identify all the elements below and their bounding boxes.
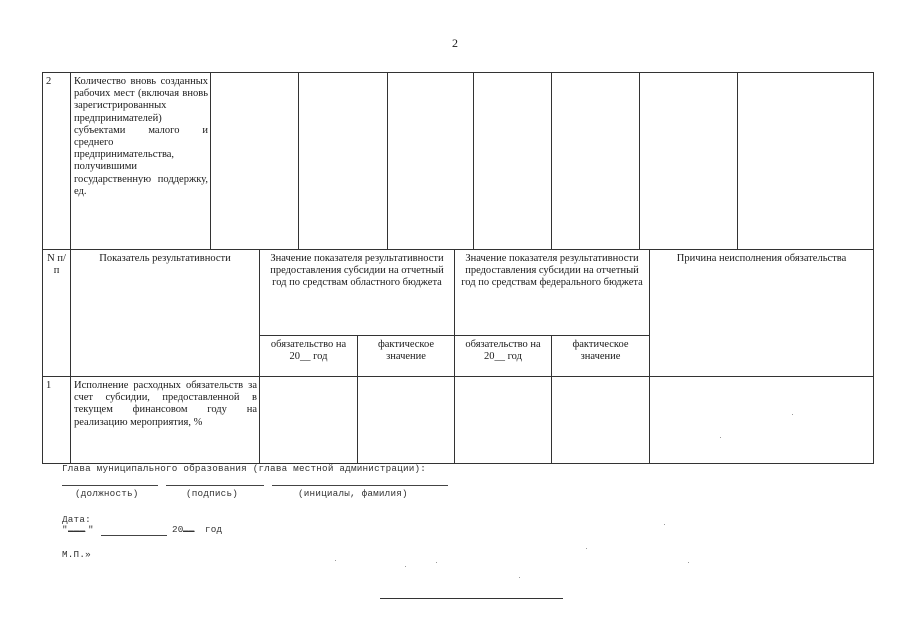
- scan-speck: [436, 562, 437, 563]
- empty-cell: [299, 73, 388, 250]
- name-caption: (инициалы, фамилия): [298, 488, 408, 499]
- date-label: Дата:: [62, 514, 91, 525]
- header-federal-budget: Значение показателя результативности предоставления субсидии на отчетный год по средствам федерального бюджета: [455, 250, 650, 336]
- date-day-blank: ___: [68, 522, 86, 533]
- date-quote-open: ": [62, 524, 68, 535]
- empty-cell: [211, 73, 299, 250]
- indicator-cell: Количество вновь созданных рабочих мест (включая вновь зарегистрированных предпринимателей) субъектами малого и среднего предпринимательства, получившими государственную поддержку, ед.: [71, 73, 211, 250]
- date-month-line: [101, 535, 167, 536]
- scan-speck: [720, 437, 721, 438]
- scan-speck: [664, 524, 665, 525]
- empty-cell: [260, 377, 358, 464]
- empty-cell: [388, 73, 474, 250]
- empty-cell: [358, 377, 455, 464]
- header-obligation-regional: обязательство на 20__ год: [260, 336, 358, 377]
- position-line: [62, 485, 158, 486]
- table-row: [43, 377, 874, 464]
- header-actual-federal: фактическое значение: [552, 336, 650, 377]
- empty-cell: [455, 377, 552, 464]
- date-year-suffix: год: [205, 524, 223, 535]
- row-number: 1: [43, 377, 71, 464]
- row-number: 2: [43, 73, 71, 250]
- date-year-prefix: 20: [172, 524, 184, 535]
- performance-table: [42, 249, 874, 464]
- table-row: [43, 73, 874, 250]
- date-quote-close: ": [88, 524, 94, 535]
- empty-cell: [650, 377, 874, 464]
- empty-cell: [474, 73, 552, 250]
- header-actual-regional: фактическое значение: [358, 336, 455, 377]
- indicator-table-continued: [42, 72, 874, 250]
- empty-cell: [552, 377, 650, 464]
- empty-cell: [640, 73, 738, 250]
- name-line: [272, 485, 448, 486]
- header-obligation-federal: обязательство на 20__ год: [455, 336, 552, 377]
- scan-speck: [335, 560, 336, 561]
- header-indicator: Показатель результативности: [71, 250, 260, 377]
- seal-label: М.П.»: [62, 549, 91, 560]
- signature-line: [166, 485, 264, 486]
- table-header-row: [43, 250, 874, 336]
- head-label: Глава муниципального образования (глава местной администрации):: [62, 463, 427, 474]
- scan-speck: [792, 414, 793, 415]
- scan-speck: [688, 562, 689, 563]
- scan-speck: [519, 577, 520, 578]
- header-reason: Причина неисполнения обязательства: [650, 250, 874, 377]
- date-year-blank: __: [183, 522, 195, 533]
- scan-speck: [586, 548, 587, 549]
- header-regional-budget: Значение показателя результативности предоставления субсидии на отчетный год по средствам областного бюджета: [260, 250, 455, 336]
- page-number: 2: [452, 36, 458, 50]
- indicator-cell: Исполнение расходных обязательств за счет субсидии, предоставленной в текущем финансовом году на реализацию мероприятия, %: [71, 377, 260, 464]
- signature-caption: (подпись): [186, 488, 239, 499]
- empty-cell: [738, 73, 874, 250]
- empty-cell: [552, 73, 640, 250]
- scan-speck: [405, 566, 406, 567]
- footer-rule: [380, 598, 563, 599]
- header-num: N п/п: [43, 250, 71, 377]
- position-caption: (должность): [75, 488, 139, 499]
